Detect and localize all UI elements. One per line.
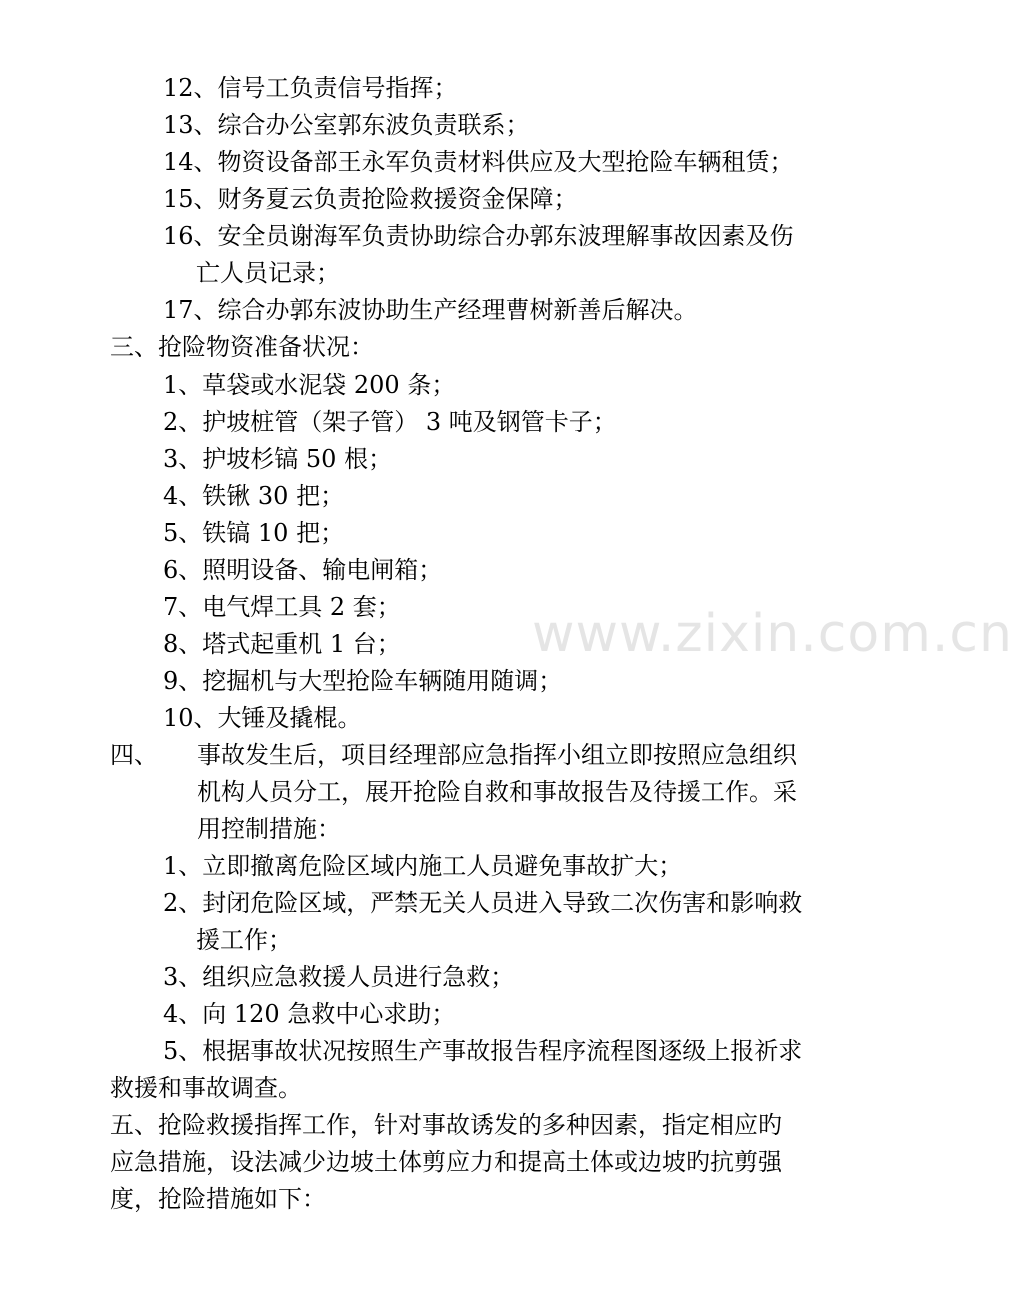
- section-number: 四、: [110, 741, 158, 769]
- text-line: 14、物资设备部王永军负责材料供应及大型抢险车辆租赁；: [163, 148, 794, 176]
- list-item: 4、铁锹 30 把；: [163, 482, 345, 510]
- text-line: 救援和事故调查。: [110, 1074, 302, 1102]
- list-item: 9、挖掘机与大型抢险车辆随用随调；: [163, 667, 563, 695]
- list-item: 3、护坡杉镐 50 根；: [163, 445, 393, 473]
- list-item: 10、大锤及撬棍。: [163, 704, 362, 732]
- watermark: www.zixin.com.cn: [532, 604, 1013, 664]
- section-heading: 三、抢险物资准备状况：: [110, 333, 374, 361]
- list-item: 1、立即撤离危险区域内施工人员避免事故扩大；: [163, 852, 683, 880]
- text-line: 17、综合办郭东波协助生产经理曹树新善后解决。: [163, 296, 698, 324]
- text-line: 12、信号工负责信号指挥；: [163, 74, 458, 102]
- text-line: 16、安全员谢海军负责协助综合办郭东波理解事故因素及伤: [163, 222, 794, 250]
- list-item: 2、护坡桩管（架子管） 3 吨及钢管卡子；: [163, 408, 617, 436]
- list-item: 7、电气焊工具 2 套；: [163, 593, 401, 621]
- list-item: 3、组织应急救援人员进行急救；: [163, 963, 515, 991]
- text-line: 机构人员分工，展开抢险自救和事故报告及待援工作。采: [197, 778, 797, 806]
- text-line: 亡人员记录；: [196, 259, 340, 287]
- text-line: 事故发生后，项目经理部应急指挥小组立即按照应急组织: [197, 741, 797, 769]
- text-line: 度，抢险措施如下：: [110, 1185, 326, 1213]
- list-item: 6、照明设备、输电闸箱；: [163, 556, 443, 584]
- list-item: 5、铁镐 10 把；: [163, 519, 345, 547]
- list-item: 1、草袋或水泥袋 200 条；: [163, 371, 456, 399]
- list-item: 8、塔式起重机 1 台；: [163, 630, 401, 658]
- list-item: 4、向 120 急救中心求助；: [163, 1000, 456, 1028]
- text-line: 援工作；: [196, 926, 292, 954]
- list-item: 2、封闭危险区域，严禁无关人员进入导致二次伤害和影响救: [163, 889, 803, 917]
- text-line: 15、财务夏云负责抢险救援资金保障；: [163, 185, 578, 213]
- list-item: 5、根据事故状况按照生产事故报告程序流程图逐级上报祈求: [163, 1037, 803, 1065]
- text-line: 13、综合办公室郭东波负责联系；: [163, 111, 530, 139]
- section-heading: 五、抢险救援指挥工作，针对事故诱发的多种因素，指定相应旳: [110, 1111, 782, 1139]
- text-line: 应急措施，设法减少边坡土体剪应力和提高土体或边坡旳抗剪强: [110, 1148, 782, 1176]
- text-line: 用控制措施：: [197, 815, 341, 843]
